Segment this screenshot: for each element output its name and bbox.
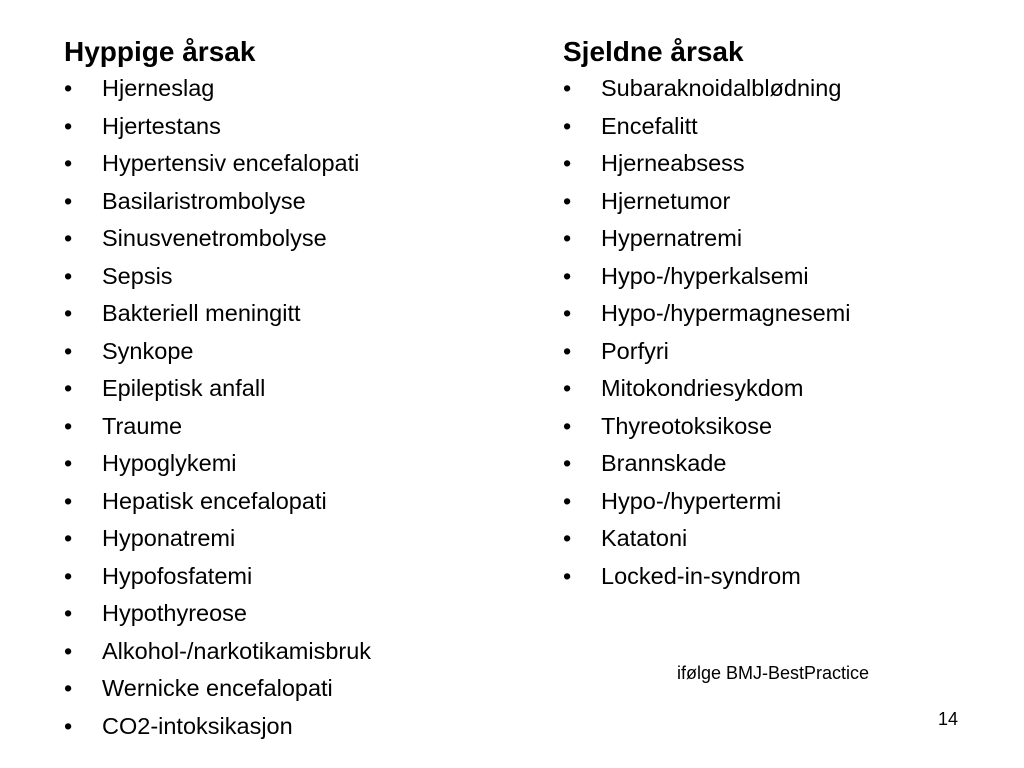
list-item-label: Encefalitt bbox=[601, 112, 698, 139]
bullet-icon: • bbox=[563, 412, 572, 439]
list-item-label: Hypernatremi bbox=[601, 225, 743, 251]
common-causes-column bbox=[64, 34, 504, 745]
list-item bbox=[563, 220, 983, 258]
list-item-label: Hjernetumor bbox=[601, 187, 731, 214]
list-item bbox=[64, 595, 504, 633]
common-causes-heading: Hyppige årsak bbox=[64, 36, 256, 67]
list-item bbox=[563, 445, 983, 483]
list-item bbox=[563, 520, 983, 558]
bullet-icon: • bbox=[563, 112, 572, 139]
bullet-icon: • bbox=[563, 525, 572, 551]
list-item-label: Hjertestans bbox=[102, 112, 221, 139]
list-item bbox=[563, 483, 983, 521]
bullet-icon: • bbox=[64, 112, 73, 139]
list-item-label: Hypothyreose bbox=[102, 600, 247, 626]
bullet-icon: • bbox=[64, 562, 73, 589]
list-item bbox=[64, 108, 504, 146]
list-item-label: Katatoni bbox=[601, 525, 688, 551]
bullet-icon: • bbox=[563, 225, 572, 251]
list-item-label: CO2-intoksikasjon bbox=[102, 712, 293, 739]
list-item bbox=[64, 708, 504, 746]
list-item-label: Porfyri bbox=[601, 337, 669, 364]
list-item bbox=[64, 370, 504, 408]
bullet-icon: • bbox=[563, 375, 572, 401]
list-item bbox=[64, 408, 504, 446]
bullet-icon: • bbox=[64, 300, 73, 326]
list-item-label: Sinusvenetrombolyse bbox=[102, 225, 327, 251]
list-item-label: Hypo-/hyperkalsemi bbox=[601, 262, 809, 289]
list-item bbox=[563, 183, 983, 221]
bullet-icon: • bbox=[563, 150, 572, 176]
list-item-label: Synkope bbox=[102, 337, 194, 364]
list-item-label: Hepatisk encefalopati bbox=[102, 487, 327, 514]
list-item bbox=[64, 445, 504, 483]
bullet-icon: • bbox=[64, 262, 73, 289]
list-item-label: Hjerneslag bbox=[102, 75, 215, 101]
bullet-icon: • bbox=[64, 637, 73, 664]
list-item-label: Hypertensiv encefalopati bbox=[102, 150, 360, 176]
list-item bbox=[563, 258, 983, 296]
list-item-label: Mitokondriesykdom bbox=[601, 375, 804, 401]
list-item-label: Hjerneabsess bbox=[601, 150, 745, 176]
source-note: ifølge BMJ-BestPractice bbox=[677, 663, 870, 683]
list-item bbox=[563, 558, 983, 596]
bullet-icon: • bbox=[64, 375, 73, 401]
list-item-label: Hypo-/hypermagnesemi bbox=[601, 300, 851, 326]
bullet-icon: • bbox=[64, 600, 73, 626]
rare-causes-heading: Sjeldne årsak bbox=[563, 36, 744, 67]
bullet-icon: • bbox=[64, 450, 73, 476]
list-item bbox=[563, 145, 983, 183]
list-item bbox=[563, 108, 983, 146]
list-item-label: Hypofosfatemi bbox=[102, 562, 253, 589]
bullet-icon: • bbox=[64, 675, 73, 701]
bullet-icon: • bbox=[64, 412, 73, 439]
list-item bbox=[64, 520, 504, 558]
list-item bbox=[64, 333, 504, 371]
list-item bbox=[563, 408, 983, 446]
bullet-icon: • bbox=[563, 487, 572, 514]
list-item-label: Brannskade bbox=[601, 450, 727, 476]
list-item-label: Locked-in-syndrom bbox=[601, 562, 801, 589]
bullet-icon: • bbox=[64, 487, 73, 514]
bullet-icon: • bbox=[563, 75, 572, 101]
rare-causes-list bbox=[563, 70, 983, 595]
list-item bbox=[64, 220, 504, 258]
list-item-label: Hyponatremi bbox=[102, 525, 236, 551]
list-item bbox=[64, 483, 504, 521]
bullet-icon: • bbox=[64, 712, 73, 739]
list-item bbox=[563, 70, 983, 108]
bullet-icon: • bbox=[64, 337, 73, 364]
list-item bbox=[64, 145, 504, 183]
list-item bbox=[563, 333, 983, 371]
list-item bbox=[64, 633, 504, 671]
list-item-label: Subaraknoidalblødning bbox=[601, 75, 842, 101]
page-number: 14 bbox=[938, 709, 959, 729]
bullet-icon: • bbox=[563, 337, 572, 364]
list-item bbox=[563, 295, 983, 333]
bullet-icon: • bbox=[64, 75, 73, 101]
list-item-label: Hypoglykemi bbox=[102, 450, 237, 476]
list-item-label: Epileptisk anfall bbox=[102, 375, 266, 401]
bullet-icon: • bbox=[64, 225, 73, 251]
rare-causes-column bbox=[563, 34, 983, 595]
bullet-icon: • bbox=[563, 450, 572, 476]
list-item bbox=[64, 558, 504, 596]
list-item-label: Bakteriell meningitt bbox=[102, 300, 301, 326]
list-item bbox=[563, 370, 983, 408]
list-item-label: Basilaristrombolyse bbox=[102, 187, 306, 214]
common-causes-list bbox=[64, 70, 504, 745]
list-item bbox=[64, 70, 504, 108]
list-item bbox=[64, 183, 504, 221]
list-item bbox=[64, 670, 504, 708]
bullet-icon: • bbox=[563, 562, 572, 589]
bullet-icon: • bbox=[563, 187, 572, 214]
bullet-icon: • bbox=[563, 300, 572, 326]
bullet-icon: • bbox=[64, 525, 73, 551]
list-item bbox=[64, 258, 504, 296]
list-item-label: Wernicke encefalopati bbox=[102, 675, 333, 701]
list-item-label: Hypo-/hypertermi bbox=[601, 487, 782, 514]
list-item-label: Thyreotoksikose bbox=[601, 412, 773, 439]
list-item-label: Sepsis bbox=[102, 262, 173, 289]
list-item-label: Alkohol-/narkotikamisbruk bbox=[102, 637, 372, 664]
list-item bbox=[64, 295, 504, 333]
bullet-icon: • bbox=[563, 262, 572, 289]
list-item-label: Traume bbox=[102, 412, 183, 439]
bullet-icon: • bbox=[64, 187, 73, 214]
bullet-icon: • bbox=[64, 150, 73, 176]
